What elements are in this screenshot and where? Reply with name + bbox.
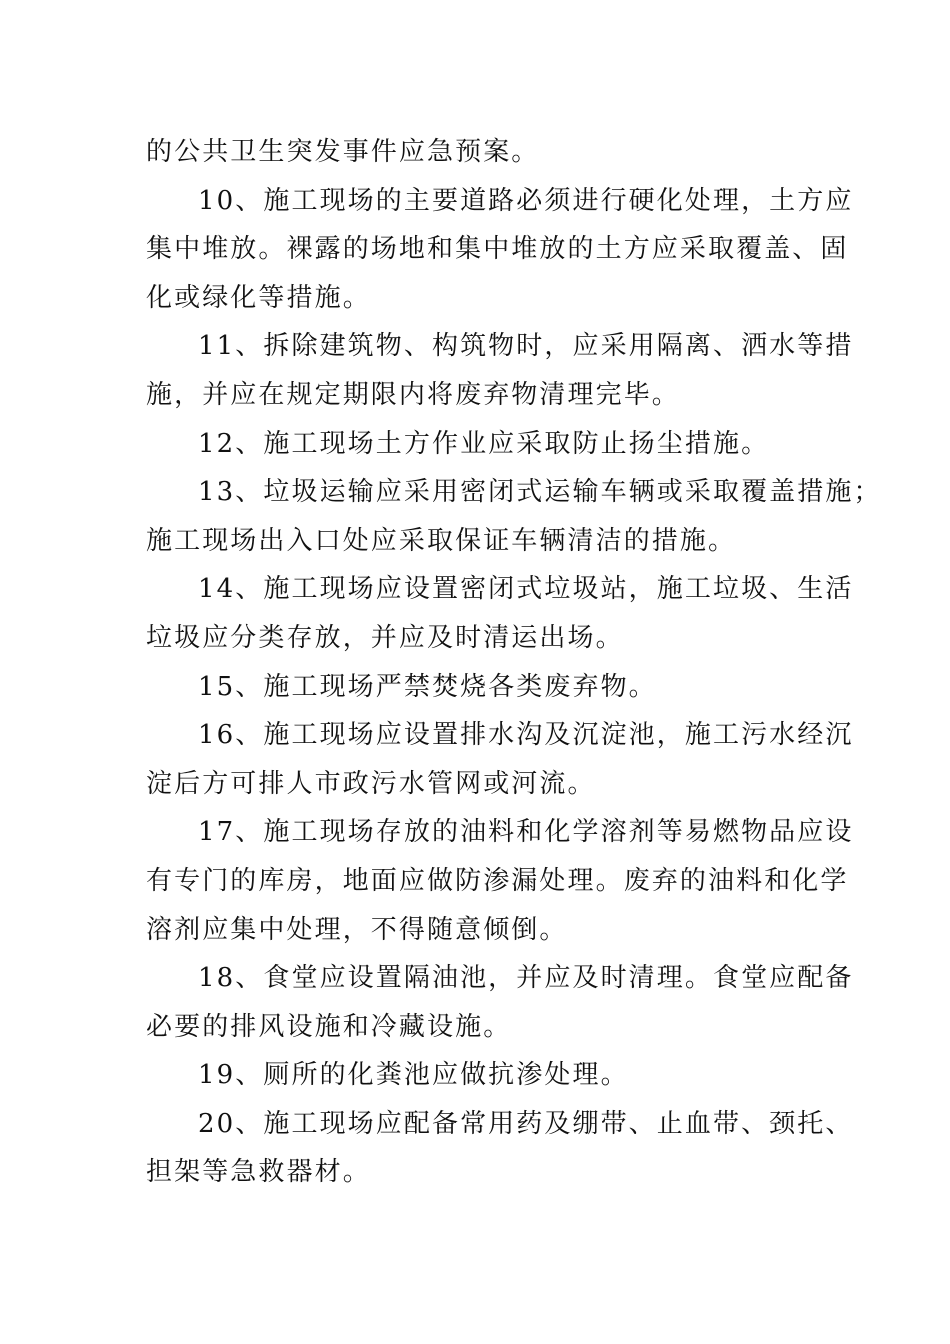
- text-line: 15、施工现场严禁焚烧各类废弃物。: [198, 671, 657, 702]
- text-line: 19、厕所的化粪池应做抗渗处理。: [198, 1060, 629, 1091]
- text-line: 担架等急救器材。: [146, 1157, 371, 1188]
- text-line: 20、施工现场应配备常用药及绷带、止血带、颈托、: [198, 1108, 854, 1139]
- text-line: 的公共卫生突发事件应急预案。: [146, 137, 540, 167]
- text-line: 14、施工现场应设置密闭式垃圾站，施工垃圾、生活: [198, 574, 854, 605]
- text-line: 化或绿化等措施。: [146, 282, 371, 313]
- text-line: 17、施工现场存放的油料和化学溶剂等易燃物品应设: [198, 817, 854, 848]
- text-line: 有专门的库房，地面应做防渗漏处理。废弃的油料和化学: [146, 865, 849, 896]
- text-line: 必要的排风设施和冷藏设施。: [146, 1011, 512, 1042]
- text-line: 12、施工现场土方作业应采取防止扬尘措施。: [198, 428, 770, 459]
- text-line: 集中堆放。裸露的场地和集中堆放的土方应采取覆盖、固: [146, 234, 849, 265]
- text-line: 10、施工现场的主要道路必须进行硬化处理，土方应: [198, 185, 854, 216]
- text-line: 16、施工现场应设置排水沟及沉淀池，施工污水经沉: [198, 720, 854, 751]
- text-line: 淀后方可排人市政污水管网或河流。: [146, 768, 596, 799]
- text-line: 施，并应在规定期限内将废弃物清理完毕。: [146, 379, 680, 410]
- text-line: 11、拆除建筑物、构筑物时，应采用隔离、洒水等措: [198, 331, 854, 362]
- text-line: 18、食堂应设置隔油池，并应及时清理。食堂应配备: [198, 963, 854, 994]
- text-line: 垃圾应分类存放，并应及时清运出场。: [146, 622, 624, 653]
- text-line: 溶剂应集中处理，不得随意倾倒。: [146, 914, 568, 945]
- text-line: 13、垃圾运输应采用密闭式运输车辆或采取覆盖措施；: [198, 477, 882, 508]
- document-body: [146, 128, 882, 1197]
- text-line: 施工现场出入口处应采取保证车辆清洁的措施。: [146, 525, 737, 556]
